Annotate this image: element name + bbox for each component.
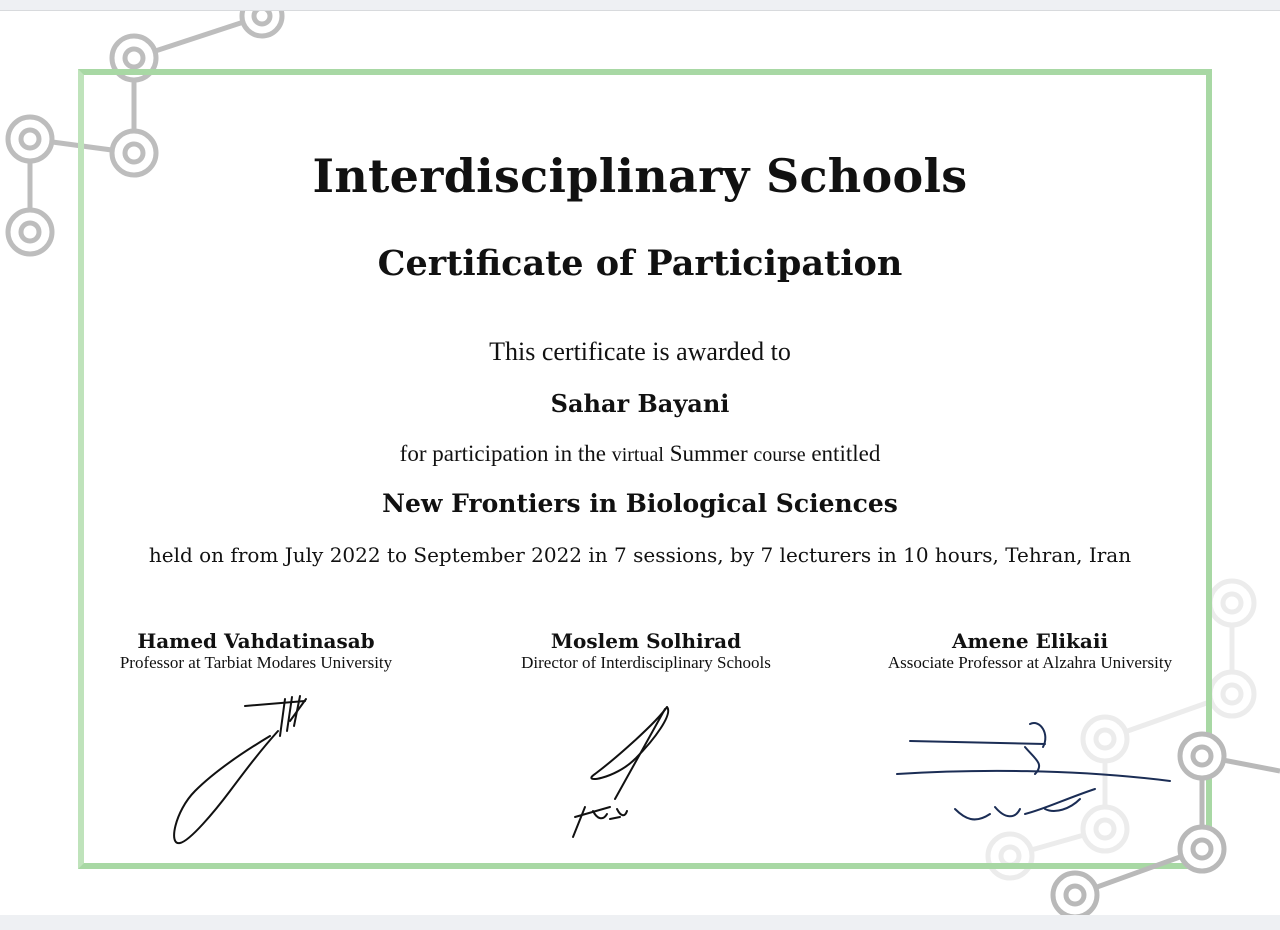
certificate-subtitle: Certificate of Participation: [377, 243, 903, 284]
awarded-text: This certificate is awarded to: [489, 337, 791, 366]
signatory-role: Director of Interdisciplinary Schools: [521, 653, 771, 672]
signatory-name: Moslem Solhirad: [550, 629, 742, 653]
participation-text-a: for participation in the: [399, 441, 606, 466]
signatory-2: [466, 629, 826, 673]
signatory-name: Amene Elikaii: [951, 629, 1109, 653]
certificate-page: [0, 10, 1280, 915]
participation-text-b: entitled: [811, 441, 881, 466]
participation-course: course: [753, 444, 806, 466]
participation-summer: Summer: [669, 441, 748, 466]
signatory-1: [76, 629, 436, 673]
signatory-name: Hamed Vahdatinasab: [137, 629, 375, 653]
participation-virtual: virtual: [611, 444, 664, 466]
signatory-role: Associate Professor at Alzahra University: [887, 653, 1173, 672]
signatory-3: [850, 629, 1210, 673]
signature-1: [160, 691, 330, 851]
recipient-name: Sahar Bayani: [550, 389, 730, 418]
signatory-role: Professor at Tarbiat Modares University: [119, 653, 393, 672]
signature-3: [895, 719, 1175, 839]
certificate-title: Interdisciplinary Schools: [312, 149, 968, 203]
course-title: New Frontiers in Biological Sciences: [382, 489, 898, 518]
held-text: held on from July 2022 to September 2022 in 7 sessions, by 7 lecturers in 10 hours, Tehran, Iran: [148, 543, 1132, 567]
signature-2: [555, 699, 685, 849]
participation-text: [0, 441, 1280, 467]
